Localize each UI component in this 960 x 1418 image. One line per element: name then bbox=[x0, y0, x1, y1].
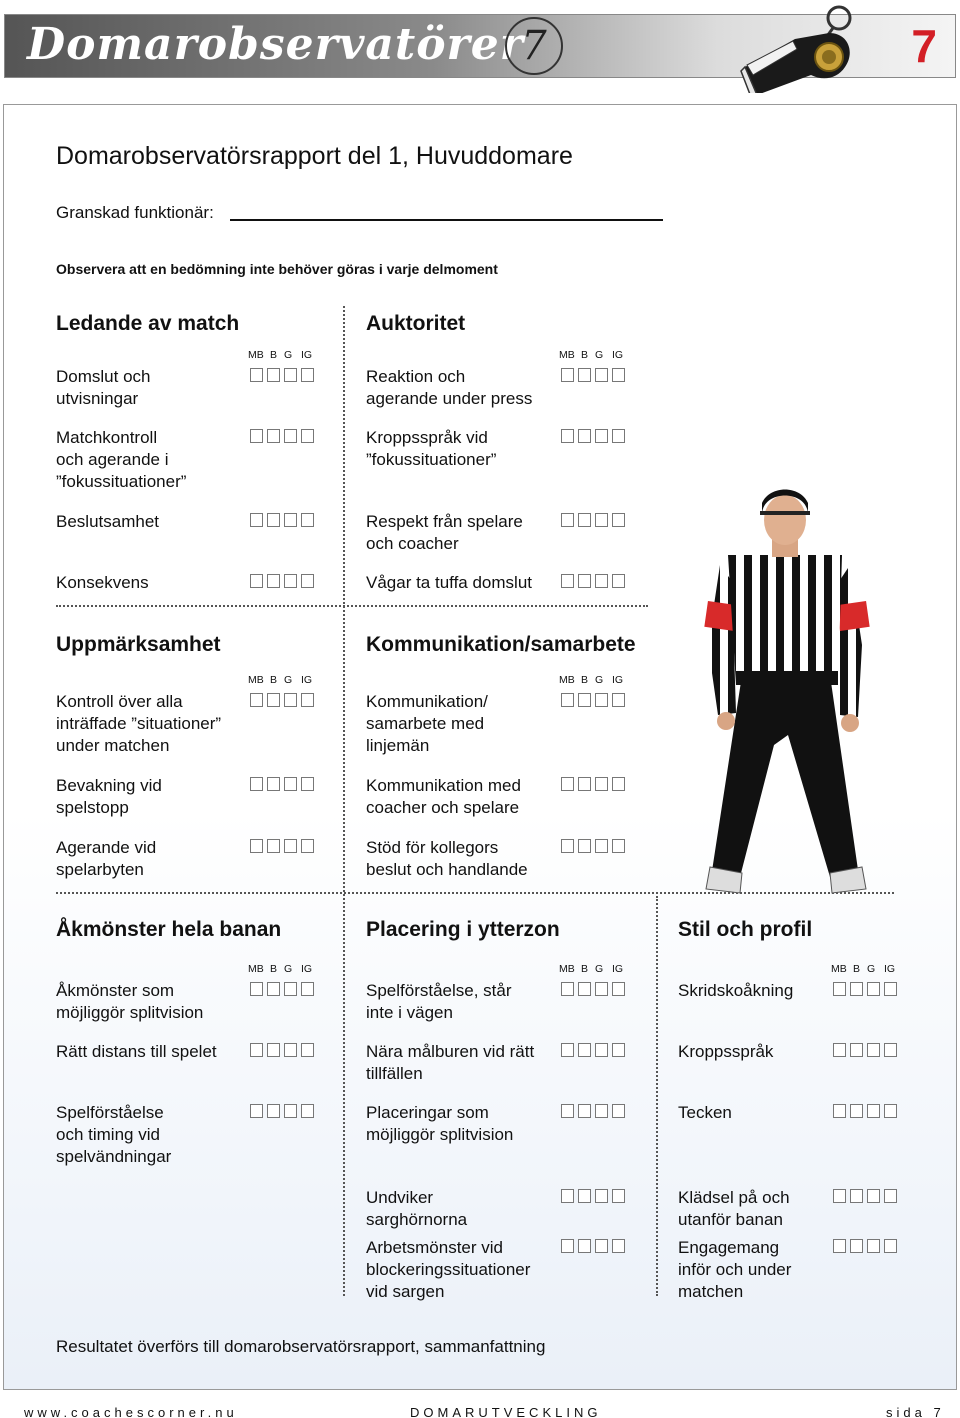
rating-checkbox-ig[interactable] bbox=[884, 1104, 897, 1118]
rating-legend-b: B bbox=[581, 349, 589, 361]
criterion-label-line: blockeringssituationer bbox=[366, 1260, 531, 1279]
rating-checkbox-g[interactable] bbox=[595, 368, 608, 382]
rating-checkbox-ig[interactable] bbox=[612, 693, 625, 707]
rating-legend-ig: IG bbox=[301, 963, 313, 975]
criterion-label-line: utanför banan bbox=[678, 1210, 783, 1229]
criterion-label-line: Reaktion och bbox=[366, 367, 466, 386]
rating-checkbox-mb[interactable] bbox=[250, 574, 263, 588]
rating-checkbox-g[interactable] bbox=[595, 777, 608, 791]
banner-circle-number: 7 bbox=[505, 17, 563, 75]
rating-checkbox-mb[interactable] bbox=[250, 982, 263, 996]
rating-checkboxes bbox=[250, 574, 314, 588]
rating-legend-ig: IG bbox=[612, 674, 624, 686]
rating-checkbox-mb[interactable] bbox=[833, 982, 846, 996]
rating-checkbox-g[interactable] bbox=[867, 982, 880, 996]
row-divider-1 bbox=[56, 605, 648, 607]
rating-checkbox-mb[interactable] bbox=[250, 693, 263, 707]
criterion-label bbox=[366, 1041, 534, 1085]
rating-checkbox-mb[interactable] bbox=[833, 1189, 846, 1203]
rating-checkbox-b[interactable] bbox=[267, 1043, 280, 1057]
criterion-label-line: inför och under bbox=[678, 1260, 792, 1279]
rating-checkboxes bbox=[250, 1043, 314, 1057]
rating-checkboxes bbox=[561, 1104, 625, 1118]
footer-center: DOMARUTVECKLING bbox=[410, 1405, 602, 1418]
rating-checkbox-g[interactable] bbox=[595, 574, 608, 588]
rating-checkboxes bbox=[833, 1189, 897, 1203]
rating-checkbox-ig[interactable] bbox=[884, 982, 897, 996]
rating-checkbox-ig[interactable] bbox=[612, 839, 625, 853]
rating-checkbox-b[interactable] bbox=[267, 777, 280, 791]
rating-legend-g: G bbox=[595, 674, 604, 686]
rating-legend-mb: MB bbox=[248, 349, 264, 361]
section-title: Åkmönster hela banan bbox=[56, 918, 282, 941]
rating-checkbox-b[interactable] bbox=[578, 513, 591, 527]
rating-checkboxes bbox=[250, 982, 314, 996]
criterion-label bbox=[366, 775, 521, 819]
section-title: Ledande av match bbox=[56, 312, 240, 335]
rating-checkboxes bbox=[561, 1189, 625, 1203]
rating-checkbox-b[interactable] bbox=[267, 368, 280, 382]
whistle-icon bbox=[737, 3, 867, 93]
rating-checkbox-ig[interactable] bbox=[301, 777, 314, 791]
rating-checkboxes bbox=[250, 368, 314, 382]
criterion-label-line: Bevakning vid bbox=[56, 776, 162, 795]
rating-checkboxes bbox=[561, 429, 625, 443]
criterion-label-line: Rätt distans till spelet bbox=[56, 1042, 217, 1061]
rating-legend-b: B bbox=[581, 674, 589, 686]
rating-checkbox-b[interactable] bbox=[850, 1239, 863, 1253]
rating-checkbox-ig[interactable] bbox=[612, 777, 625, 791]
rating-checkbox-mb[interactable] bbox=[833, 1104, 846, 1118]
rating-checkboxes bbox=[833, 982, 897, 996]
rating-legend-b: B bbox=[853, 963, 861, 975]
criterion-label-line: under matchen bbox=[56, 736, 170, 755]
criterion-label bbox=[366, 691, 488, 757]
rating-checkbox-ig[interactable] bbox=[301, 839, 314, 853]
rating-checkbox-g[interactable] bbox=[284, 1104, 297, 1118]
rating-checkbox-mb[interactable] bbox=[250, 777, 263, 791]
rating-legend-g: G bbox=[284, 349, 293, 361]
rating-checkbox-ig[interactable] bbox=[301, 368, 314, 382]
criterion-label bbox=[56, 427, 186, 493]
criterion-label-line: matchen bbox=[678, 1282, 744, 1301]
rating-legend-g: G bbox=[595, 963, 604, 975]
rating-checkboxes bbox=[250, 429, 314, 443]
rating-checkbox-mb[interactable] bbox=[561, 368, 574, 382]
rating-checkbox-ig[interactable] bbox=[884, 1043, 897, 1057]
rating-checkbox-g[interactable] bbox=[595, 693, 608, 707]
criterion-label bbox=[366, 572, 532, 594]
rating-legend-mb: MB bbox=[559, 349, 575, 361]
rating-legend-b: B bbox=[270, 963, 278, 975]
rating-checkbox-mb[interactable] bbox=[833, 1043, 846, 1057]
rating-checkbox-b[interactable] bbox=[578, 1189, 591, 1203]
criterion-label-line: Undviker bbox=[366, 1188, 434, 1207]
rating-checkbox-g[interactable] bbox=[284, 777, 297, 791]
rating-checkbox-b[interactable] bbox=[578, 1239, 591, 1253]
criterion-label bbox=[678, 1041, 773, 1063]
criterion-label bbox=[366, 1102, 513, 1146]
rating-checkbox-b[interactable] bbox=[578, 839, 591, 853]
rating-checkbox-ig[interactable] bbox=[612, 1189, 625, 1203]
criterion-label bbox=[56, 572, 149, 594]
assessment-note: Observera att en bedömning inte behöver göras i varje delmoment bbox=[56, 261, 498, 277]
rating-checkbox-mb[interactable] bbox=[561, 693, 574, 707]
criterion-label-line: agerande under press bbox=[366, 389, 533, 408]
page-number-badge: 7 bbox=[911, 20, 937, 72]
criterion-label-line: Placeringar som bbox=[366, 1103, 489, 1122]
rating-checkboxes bbox=[250, 693, 314, 707]
rating-checkbox-b[interactable] bbox=[850, 982, 863, 996]
criterion-label bbox=[366, 511, 523, 555]
criterion-label bbox=[56, 980, 203, 1024]
rating-checkbox-mb[interactable] bbox=[250, 513, 263, 527]
result-note: Resultatet överförs till domarobservatörsrapport, sammanfattning bbox=[56, 1337, 546, 1356]
rating-checkbox-mb[interactable] bbox=[561, 429, 574, 443]
rating-checkboxes bbox=[561, 693, 625, 707]
criterion-label-line: Arbetsmönster vid bbox=[366, 1238, 503, 1257]
criterion-label-line: Spelförståelse bbox=[56, 1103, 164, 1122]
criterion-label-line: ”fokussituationer” bbox=[56, 472, 187, 491]
rating-checkbox-ig[interactable] bbox=[884, 1189, 897, 1203]
criterion-label-line: och coacher bbox=[366, 534, 459, 553]
rating-checkbox-g[interactable] bbox=[284, 839, 297, 853]
rating-checkbox-g[interactable] bbox=[595, 429, 608, 443]
criterion-label-line: coacher och spelare bbox=[366, 798, 520, 817]
rating-legend-ig: IG bbox=[612, 349, 624, 361]
rating-checkboxes bbox=[561, 368, 625, 382]
criterion-label bbox=[56, 366, 150, 410]
rating-checkboxes bbox=[561, 1239, 625, 1253]
criterion-label-line: Kommunikation med bbox=[366, 776, 521, 795]
rating-checkbox-b[interactable] bbox=[578, 1104, 591, 1118]
rating-checkbox-b[interactable] bbox=[267, 982, 280, 996]
rating-checkbox-g[interactable] bbox=[284, 513, 297, 527]
criterion-label-line: Domslut och bbox=[56, 367, 151, 386]
rating-checkbox-mb[interactable] bbox=[250, 368, 263, 382]
rating-checkbox-ig[interactable] bbox=[612, 1239, 625, 1253]
rating-legend-b: B bbox=[270, 349, 278, 361]
criterion-label-line: vid sargen bbox=[366, 1282, 445, 1301]
criterion-label bbox=[678, 1102, 732, 1124]
rating-legend-g: G bbox=[284, 674, 293, 686]
document-title: Domarobservatörsrapport del 1, Huvuddomare bbox=[56, 142, 573, 170]
criterion-label-line: Kontroll över alla bbox=[56, 692, 183, 711]
rating-checkbox-ig[interactable] bbox=[612, 368, 625, 382]
rating-checkbox-b[interactable] bbox=[578, 429, 591, 443]
criterion-label-line: tillfällen bbox=[366, 1064, 423, 1083]
rating-checkbox-ig[interactable] bbox=[612, 574, 625, 588]
rating-legend-mb: MB bbox=[559, 963, 575, 975]
criterion-label bbox=[678, 980, 793, 1002]
rating-checkbox-b[interactable] bbox=[267, 513, 280, 527]
rating-checkbox-ig[interactable] bbox=[301, 1104, 314, 1118]
criterion-label-line: Kroppsspråk bbox=[678, 1042, 774, 1061]
rating-checkbox-mb[interactable] bbox=[561, 777, 574, 791]
banner-title: Domarobservatörer bbox=[27, 19, 524, 70]
rating-checkbox-b[interactable] bbox=[850, 1104, 863, 1118]
rating-legend-mb: MB bbox=[559, 674, 575, 686]
criterion-label bbox=[678, 1237, 791, 1303]
criterion-label-line: spelstopp bbox=[56, 798, 129, 817]
rating-legend-ig: IG bbox=[612, 963, 624, 975]
rating-checkboxes bbox=[833, 1043, 897, 1057]
footer-website: www.coachescorner.nu bbox=[24, 1405, 238, 1418]
rating-checkbox-g[interactable] bbox=[595, 1239, 608, 1253]
rating-checkbox-g[interactable] bbox=[284, 429, 297, 443]
header-banner bbox=[4, 14, 956, 78]
rating-checkboxes bbox=[561, 513, 625, 527]
criterion-label-line: spelvändningar bbox=[56, 1147, 172, 1166]
rating-checkbox-mb[interactable] bbox=[561, 513, 574, 527]
rating-checkbox-mb[interactable] bbox=[561, 1239, 574, 1253]
rating-legend-g: G bbox=[595, 349, 604, 361]
criterion-label bbox=[56, 775, 162, 819]
criterion-label-line: Stöd för kollegors bbox=[366, 838, 499, 857]
rating-checkbox-g[interactable] bbox=[595, 1189, 608, 1203]
criterion-label bbox=[56, 837, 156, 881]
criterion-label-line: Skridskoåkning bbox=[678, 981, 794, 1000]
criterion-label bbox=[678, 1187, 790, 1231]
rating-checkbox-b[interactable] bbox=[578, 574, 591, 588]
rating-checkbox-b[interactable] bbox=[578, 777, 591, 791]
rating-checkbox-ig[interactable] bbox=[301, 429, 314, 443]
rating-checkbox-b[interactable] bbox=[267, 1104, 280, 1118]
rating-checkbox-g[interactable] bbox=[595, 839, 608, 853]
rating-legend-g: G bbox=[284, 963, 293, 975]
criterion-label-line: samarbete med bbox=[366, 714, 485, 733]
section-title: Uppmärksamhet bbox=[56, 633, 221, 656]
criterion-label-line: Åkmönster som bbox=[56, 981, 175, 1000]
criterion-label-line: och agerande i bbox=[56, 450, 169, 469]
rating-checkbox-ig[interactable] bbox=[612, 429, 625, 443]
rating-checkbox-mb[interactable] bbox=[250, 839, 263, 853]
rating-checkbox-g[interactable] bbox=[595, 1104, 608, 1118]
section-title: Stil och profil bbox=[678, 918, 813, 941]
rating-checkboxes bbox=[561, 777, 625, 791]
section-title: Kommunikation/samarbete bbox=[366, 633, 636, 656]
reviewed-official-label: Granskad funktionär: bbox=[56, 203, 214, 222]
rating-checkboxes bbox=[250, 777, 314, 791]
rating-checkbox-mb[interactable] bbox=[561, 982, 574, 996]
criterion-label-line: Nära målburen vid rätt bbox=[366, 1042, 535, 1061]
rating-checkbox-ig[interactable] bbox=[301, 513, 314, 527]
criterion-label-line: Vågar ta tuffa domslut bbox=[366, 573, 533, 592]
rating-checkbox-mb[interactable] bbox=[561, 574, 574, 588]
rating-checkbox-ig[interactable] bbox=[612, 513, 625, 527]
rating-checkbox-g[interactable] bbox=[867, 1104, 880, 1118]
column-divider-2 bbox=[656, 896, 658, 1296]
criterion-label-line: inträffade ”situationer” bbox=[56, 714, 222, 733]
rating-checkboxes bbox=[833, 1239, 897, 1253]
rating-checkboxes bbox=[250, 513, 314, 527]
section-title: Auktoritet bbox=[366, 312, 466, 335]
criterion-label-line: utvisningar bbox=[56, 389, 139, 408]
criterion-label-line: linjemän bbox=[366, 736, 430, 755]
rating-checkboxes bbox=[250, 839, 314, 853]
rating-checkbox-b[interactable] bbox=[267, 839, 280, 853]
criterion-label-line: och timing vid bbox=[56, 1125, 160, 1144]
rating-checkbox-b[interactable] bbox=[578, 982, 591, 996]
rating-checkboxes bbox=[833, 1104, 897, 1118]
rating-checkbox-mb[interactable] bbox=[250, 1043, 263, 1057]
referee-photo bbox=[680, 485, 900, 905]
criterion-label-line: Tecken bbox=[678, 1103, 732, 1122]
reviewed-official-field[interactable] bbox=[230, 219, 663, 221]
criterion-label-line: Spelförståelse, står bbox=[366, 981, 512, 1000]
criterion-label-line: Engagemang bbox=[678, 1238, 780, 1257]
criterion-label bbox=[366, 980, 512, 1024]
rating-checkbox-b[interactable] bbox=[267, 693, 280, 707]
rating-legend-mb: MB bbox=[248, 674, 264, 686]
rating-checkbox-b[interactable] bbox=[578, 1043, 591, 1057]
rating-checkbox-ig[interactable] bbox=[612, 1104, 625, 1118]
rating-checkbox-g[interactable] bbox=[284, 693, 297, 707]
criterion-label-line: ”fokussituationer” bbox=[366, 450, 497, 469]
rating-legend-ig: IG bbox=[301, 349, 313, 361]
footer-page: sida 7 bbox=[886, 1405, 945, 1418]
rating-checkbox-g[interactable] bbox=[595, 982, 608, 996]
rating-checkbox-mb[interactable] bbox=[561, 1189, 574, 1203]
rating-checkboxes bbox=[250, 1104, 314, 1118]
criterion-label bbox=[366, 427, 496, 471]
rating-checkbox-b[interactable] bbox=[850, 1043, 863, 1057]
criterion-label-line: Konsekvens bbox=[56, 573, 149, 592]
rating-checkbox-mb[interactable] bbox=[833, 1239, 846, 1253]
rating-checkbox-mb[interactable] bbox=[561, 1043, 574, 1057]
criterion-label bbox=[56, 511, 159, 533]
criterion-label-line: Kommunikation/ bbox=[366, 692, 488, 711]
criterion-label-line: möjliggör splitvision bbox=[56, 1003, 204, 1022]
rating-checkbox-g[interactable] bbox=[284, 574, 297, 588]
rating-checkbox-ig[interactable] bbox=[884, 1239, 897, 1253]
rating-checkbox-b[interactable] bbox=[578, 693, 591, 707]
criterion-label bbox=[366, 1187, 467, 1231]
rating-checkbox-g[interactable] bbox=[867, 1189, 880, 1203]
rating-legend-b: B bbox=[581, 963, 589, 975]
rating-legend-mb: MB bbox=[831, 963, 847, 975]
criterion-label-line: beslut och handlande bbox=[366, 860, 528, 879]
criterion-label-line: Respekt från spelare bbox=[366, 512, 523, 531]
rating-checkbox-g[interactable] bbox=[595, 513, 608, 527]
rating-checkbox-g[interactable] bbox=[867, 1239, 880, 1253]
rating-checkbox-mb[interactable] bbox=[561, 839, 574, 853]
criterion-label bbox=[56, 1041, 217, 1063]
rating-checkboxes bbox=[561, 1043, 625, 1057]
rating-checkbox-ig[interactable] bbox=[612, 982, 625, 996]
rating-checkboxes bbox=[561, 839, 625, 853]
rating-checkbox-ig[interactable] bbox=[612, 1043, 625, 1057]
criterion-label-line: spelarbyten bbox=[56, 860, 144, 879]
criterion-label-line: Matchkontroll bbox=[56, 428, 158, 447]
section-title: Placering i ytterzon bbox=[366, 918, 560, 941]
rating-legend-ig: IG bbox=[301, 674, 313, 686]
criterion-label-line: Agerande vid bbox=[56, 838, 157, 857]
rating-checkboxes bbox=[561, 982, 625, 996]
criterion-label-line: sarghörnorna bbox=[366, 1210, 468, 1229]
criterion-label-line: Beslutsamhet bbox=[56, 512, 159, 531]
rating-legend-mb: MB bbox=[248, 963, 264, 975]
rating-legend-b: B bbox=[270, 674, 278, 686]
rating-legend-g: G bbox=[867, 963, 876, 975]
rating-checkbox-mb[interactable] bbox=[561, 1104, 574, 1118]
rating-checkbox-g[interactable] bbox=[284, 1043, 297, 1057]
rating-legend-ig: IG bbox=[884, 963, 896, 975]
criterion-label-line: Klädsel på och bbox=[678, 1188, 790, 1207]
criterion-label bbox=[366, 837, 528, 881]
criterion-label-line: inte i vägen bbox=[366, 1003, 453, 1022]
criterion-label bbox=[366, 1237, 530, 1303]
rating-checkbox-ig[interactable] bbox=[301, 982, 314, 996]
criterion-label bbox=[56, 1102, 171, 1168]
rating-checkbox-g[interactable] bbox=[284, 982, 297, 996]
rating-checkbox-ig[interactable] bbox=[301, 693, 314, 707]
criterion-label bbox=[366, 366, 532, 410]
rating-checkbox-b[interactable] bbox=[267, 429, 280, 443]
rating-checkbox-g[interactable] bbox=[867, 1043, 880, 1057]
criterion-label bbox=[56, 691, 221, 757]
rating-checkbox-b[interactable] bbox=[578, 368, 591, 382]
rating-checkbox-b[interactable] bbox=[850, 1189, 863, 1203]
rating-checkbox-b[interactable] bbox=[267, 574, 280, 588]
rating-checkbox-g[interactable] bbox=[595, 1043, 608, 1057]
rating-checkboxes bbox=[561, 574, 625, 588]
rating-checkbox-ig[interactable] bbox=[301, 574, 314, 588]
criterion-label-line: möjliggör splitvision bbox=[366, 1125, 514, 1144]
rating-checkbox-mb[interactable] bbox=[250, 1104, 263, 1118]
column-divider-1 bbox=[343, 306, 345, 1296]
rating-checkbox-g[interactable] bbox=[284, 368, 297, 382]
rating-checkbox-ig[interactable] bbox=[301, 1043, 314, 1057]
rating-checkbox-mb[interactable] bbox=[250, 429, 263, 443]
criterion-label-line: Kroppsspråk vid bbox=[366, 428, 488, 447]
